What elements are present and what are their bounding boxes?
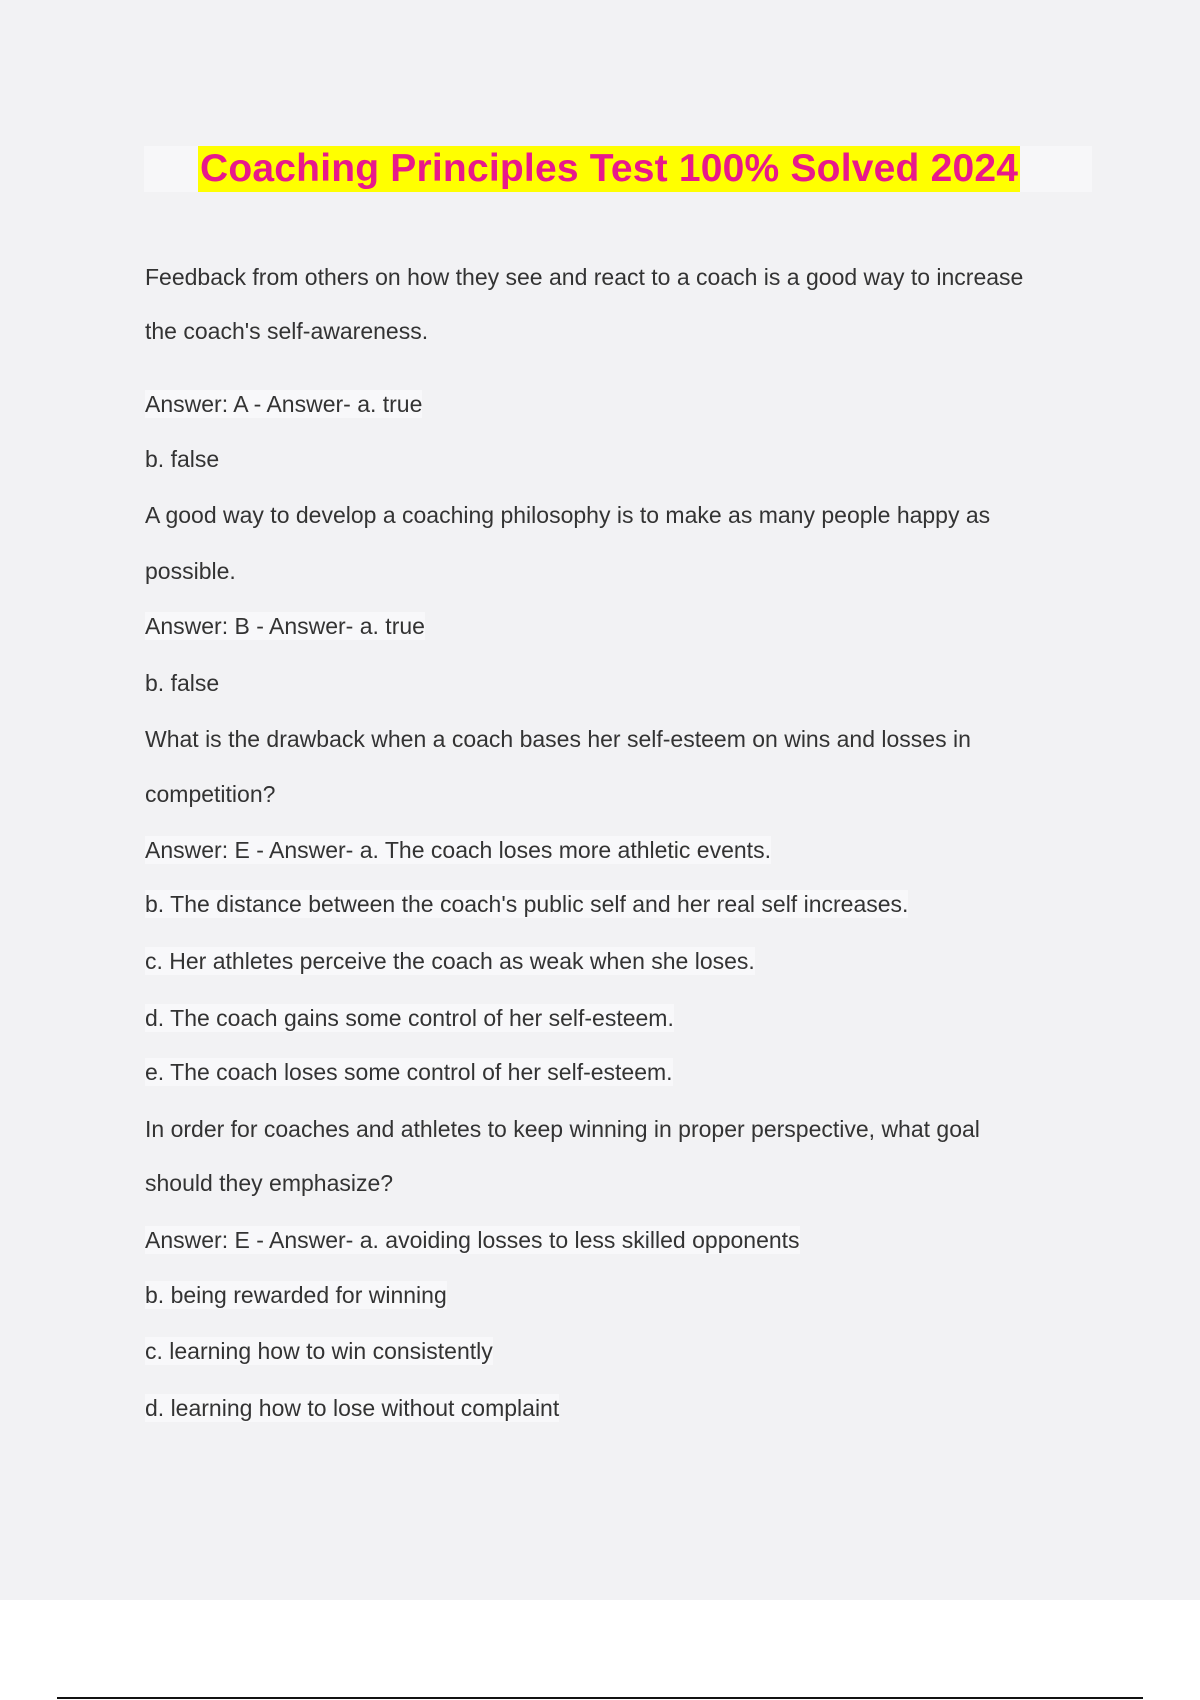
question-2-line-2: possible.	[145, 558, 236, 584]
answer-4-option-a: Answer: E - Answer- a. avoiding losses to less skilled opponents	[145, 1227, 800, 1253]
answer-3-option-c: c. Her athletes perceive the coach as weak when she loses.	[145, 948, 755, 974]
answer-3-option-d: d. The coach gains some control of her self-esteem.	[145, 1005, 674, 1031]
question-1-line-2: the coach's self-awareness.	[145, 318, 429, 344]
question-3-line-1: What is the drawback when a coach bases her self-esteem on wins and losses in	[145, 726, 971, 752]
answer-4-option-c: c. learning how to win consistently	[145, 1338, 493, 1364]
question-2-line-1: A good way to develop a coaching philosophy is to make as many people happy as	[145, 502, 991, 528]
footer-rule	[57, 1697, 1143, 1699]
answer-4-option-d: d. learning how to lose without complaint	[145, 1395, 560, 1421]
answer-2-option-b: b. false	[145, 670, 220, 696]
answer-1-option-b: b. false	[145, 446, 220, 472]
answer-4-option-b: b. being rewarded for winning	[145, 1282, 447, 1308]
answer-1-option-a: Answer: A - Answer- a. true	[145, 391, 423, 417]
question-4-line-2: should they emphasize?	[145, 1170, 394, 1196]
document-title: Coaching Principles Test 100% Solved 2024	[200, 147, 1019, 190]
answer-3-option-a: Answer: E - Answer- a. The coach loses more athletic events.	[145, 837, 771, 863]
question-1-line-1: Feedback from others on how they see and react to a coach is a good way to increase	[145, 264, 1024, 290]
question-4-line-1: In order for coaches and athletes to keep winning in proper perspective, what goal	[145, 1116, 980, 1142]
answer-2-option-a: Answer: B - Answer- a. true	[145, 613, 425, 639]
answer-3-option-b: b. The distance between the coach's public self and her real self increases.	[145, 891, 909, 917]
answer-3-option-e: e. The coach loses some control of her self-esteem.	[145, 1059, 673, 1085]
question-3-line-2: competition?	[145, 781, 276, 807]
